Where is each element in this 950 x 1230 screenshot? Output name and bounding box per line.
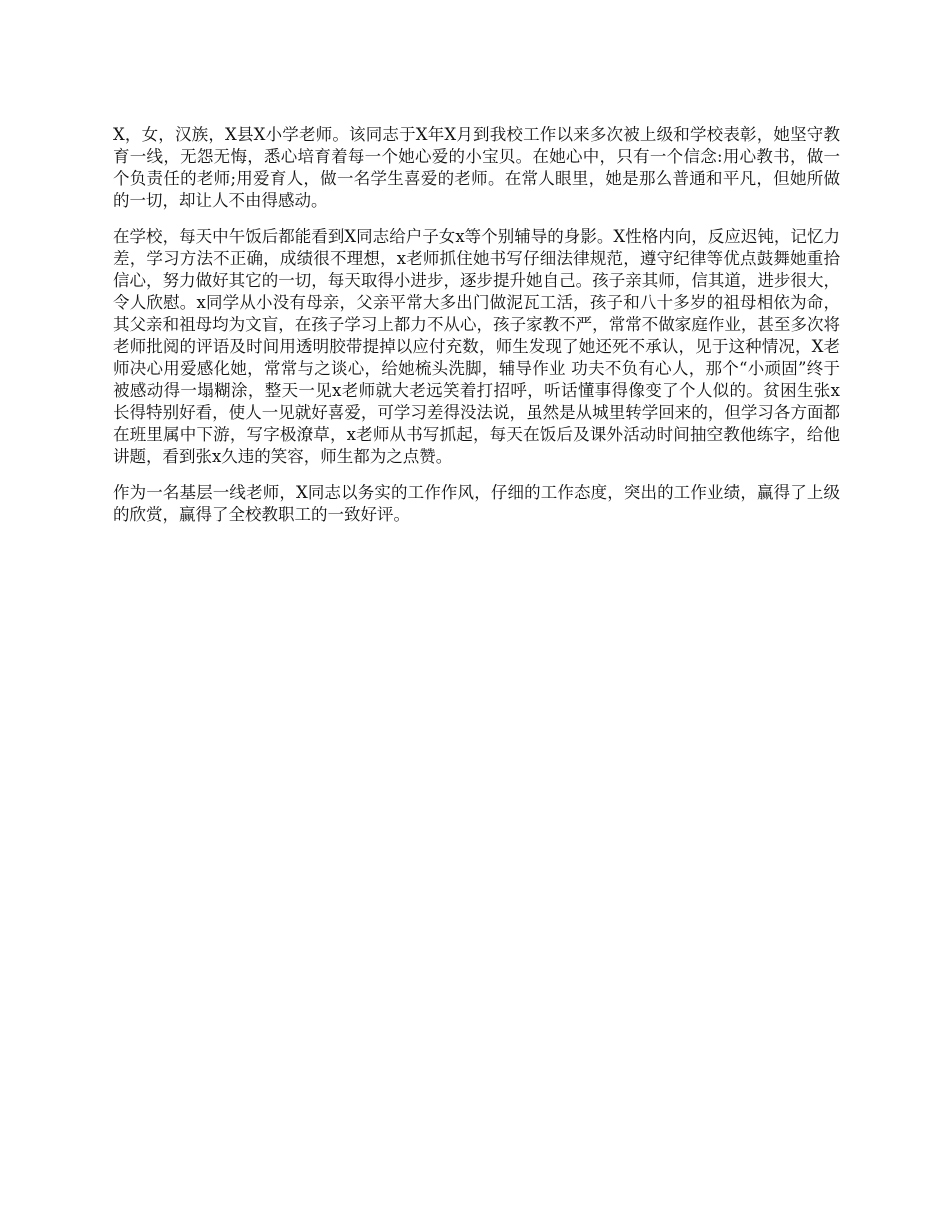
paragraph-school-story: 在学校，每天中午饭后都能看到X同志给户子女x等个别辅导的身影。X性格内向，反应迟钝，记忆力差，学习方法不正确，成绩很不理想，x老师抓住她书写仔细法律规范，遵守纪律等优点鼓舞她重拾信心，努力做好其它的一切，每天取得小进步，逐步提升她自己。孩子亲其师，信其道，进步很大，令人欣慰。x同学从小没有母亲，父亲平常大多出门做泥瓦工活，孩子和八十多岁的祖母相依为命，其父亲和祖母均为文盲，在孩子学习上都力不从心，孩子家教不严，常常不做家庭作业，甚至多次将老师批阅的评语及时间用透明胶带提掉以应付充数，师生发现了她还死不承认，见于这种情况，X老师决心用爱感化她，常常与之谈心，给她梳头洗脚，辅导作业 功夫不负有心人，那个“小顽固”终于被感动得一塌糊涂，整天一见x老师就大老远笑着打招呼，听话懂事得像变了个人似的。贫困生张x长得特别好看，使人一见就好喜爱，可学习差得没法说，虽然是从城里转学回来的，但学习各方面都在班里属中下游，写字极潦草，x老师从书写抓起，每天在饭后及课外活动时间抽空教他练字，给他讲题，看到张x久违的笑容，师生都为之点赞。: [113, 227, 840, 466]
paragraph-intro: X，女，汉族，X县X小学老师。该同志于X年X月到我校工作以来多次被上级和学校表彰，她坚守教育一线，无怨无悔，悉心培育着每一个她心爱的小宝贝。在她心中，只有一个信念:用心教书，做一个负责任的老师;用爱育人，做一名学生喜爱的老师。在常人眼里，她是那么普通和平凡，但她所做的一切，却让人不由得感动。: [113, 125, 840, 210]
document-body: [113, 124, 840, 540]
paragraph-conclusion: 作为一名基层一线老师，X同志以务实的工作作风，仔细的工作态度，突出的工作业绩，赢得了上级的欣赏，赢得了全校教职工的一致好评。: [113, 483, 840, 524]
